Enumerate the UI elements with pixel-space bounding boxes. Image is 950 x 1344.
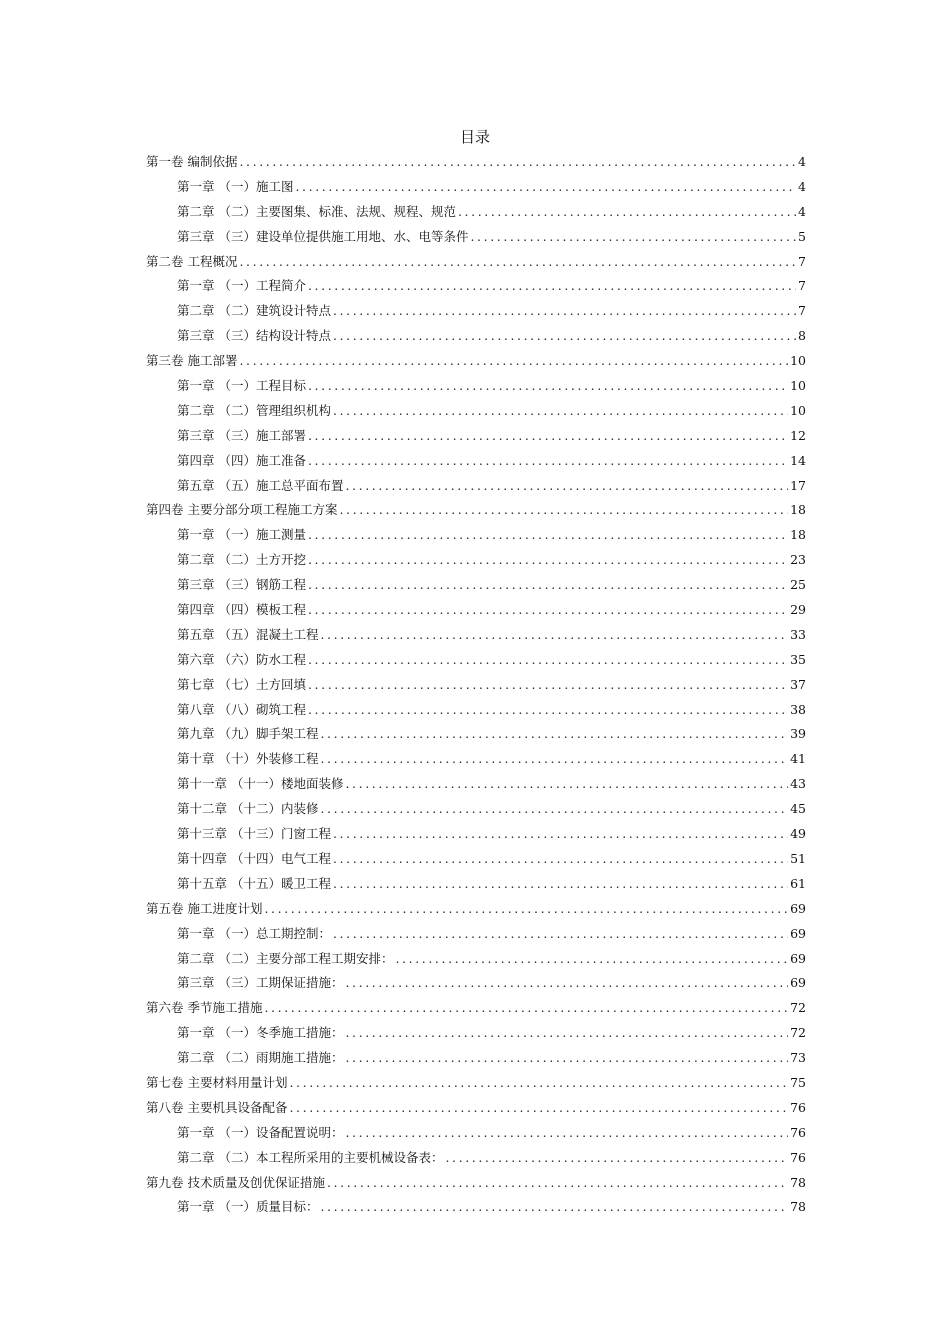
toc-entry-page-number: 25 [790, 577, 806, 593]
toc-entry-page-number: 76 [790, 1099, 806, 1115]
toc-entry-page-number: 75 [790, 1074, 806, 1090]
toc-entry-label: 第六卷 季节施工措施 [146, 1000, 263, 1016]
toc-entry-page-number: 49 [790, 826, 806, 842]
toc-entry-label: 第一章 （一）冬季施工措施： [177, 1025, 344, 1041]
toc-entry-label: 第八卷 主要机具设备配备 [146, 1099, 288, 1115]
toc-entry-page-number: 10 [790, 378, 806, 394]
toc-entry-page-number: 33 [790, 626, 806, 642]
dot-leader [308, 573, 788, 598]
toc-entry-page-number: 37 [790, 676, 806, 692]
toc-entry-page-number: 78 [790, 1174, 806, 1190]
dot-leader [345, 971, 788, 996]
toc-entry-label: 第二章 （二）管理组织机构 [177, 402, 331, 418]
toc-entry-volume[interactable] [146, 349, 806, 374]
toc-entry-label: 第五章 （五）混凝土工程 [177, 626, 319, 642]
toc-entry-chapter[interactable] [146, 449, 806, 474]
toc-entry-page-number: 4 [798, 178, 806, 194]
toc-entry-page-number: 43 [790, 776, 806, 792]
toc-entry-chapter[interactable] [146, 474, 806, 499]
toc-entry-label: 第七卷 主要材料用量计划 [146, 1074, 288, 1090]
toc-entry-label: 第十五章 （十五）暖卫工程 [177, 875, 331, 891]
dot-leader [333, 847, 788, 872]
toc-entry-label: 第十二章 （十二）内装修 [177, 801, 319, 817]
toc-entry-label: 第一章 （一）质量目标： [177, 1199, 319, 1215]
toc-entry-page-number: 18 [790, 527, 806, 543]
toc-entry-chapter[interactable] [146, 747, 806, 772]
dot-leader [395, 947, 788, 972]
toc-entry-chapter[interactable] [146, 1121, 806, 1146]
dot-leader [320, 797, 788, 822]
toc-entry-label: 第一章 （一）设备配置说明： [177, 1124, 344, 1140]
dot-leader [345, 772, 788, 797]
toc-entry-label: 第一章 （一）施工测量 [177, 527, 306, 543]
toc-list [146, 150, 806, 1220]
toc-entry-label: 第一章 （一）总工期控制： [177, 925, 331, 941]
toc-entry-page-number: 4 [798, 154, 806, 169]
toc-entry-chapter[interactable] [146, 598, 806, 623]
toc-entry-chapter[interactable] [146, 797, 806, 822]
toc-entry-page-number: 76 [790, 1149, 806, 1165]
dot-leader [333, 399, 788, 424]
toc-entry-label: 第二卷 工程概况 [146, 253, 238, 269]
toc-entry-page-number: 35 [790, 651, 806, 667]
toc-entry-page-number: 51 [790, 850, 806, 866]
toc-entry-chapter[interactable] [146, 225, 806, 250]
toc-entry-volume[interactable] [146, 897, 806, 922]
dot-leader [339, 498, 788, 523]
toc-entry-label: 第二章 （二）土方开挖 [177, 552, 306, 568]
dot-leader [345, 1046, 788, 1071]
toc-entry-chapter[interactable] [146, 922, 806, 947]
toc-entry-page-number: 10 [790, 353, 806, 369]
toc-entry-chapter[interactable] [146, 274, 806, 299]
toc-entry-page-number: 41 [790, 751, 806, 767]
toc-entry-volume[interactable] [146, 996, 806, 1021]
toc-entry-chapter[interactable] [146, 1046, 806, 1071]
toc-entry-chapter[interactable] [146, 822, 806, 847]
toc-entry-label: 第三章 （三）结构设计特点 [177, 328, 331, 344]
dot-leader [327, 1171, 788, 1196]
toc-entry-label: 第四卷 主要分部分项工程施工方案 [146, 502, 338, 518]
dot-leader [333, 324, 796, 349]
dot-leader [239, 250, 796, 275]
toc-entry-page-number: 7 [798, 253, 806, 269]
dot-leader [239, 349, 788, 374]
toc-entry-label: 第八章 （八）砌筑工程 [177, 701, 306, 717]
dot-leader [308, 523, 788, 548]
toc-entry-chapter[interactable] [146, 947, 806, 972]
toc-entry-label: 第三章 （三）钢筋工程 [177, 577, 306, 593]
toc-entry-page-number: 29 [790, 602, 806, 618]
toc-entry-label: 第三章 （三）建设单位提供施工用地、水、电等条件 [177, 228, 469, 244]
toc-title: 目录 [459, 128, 490, 146]
toc-entry-label: 第二章 （二）建筑设计特点 [177, 303, 331, 319]
toc-entry-chapter[interactable] [146, 673, 806, 698]
toc-entry-chapter[interactable] [146, 1195, 806, 1220]
toc-entry-label: 第一章 （一）工程简介 [177, 278, 306, 294]
dot-leader [308, 274, 796, 299]
toc-entry-label: 第十章 （十）外装修工程 [177, 751, 319, 767]
toc-entry-page-number: 69 [790, 925, 806, 941]
toc-entry-page-number: 78 [790, 1199, 806, 1215]
toc-entry-chapter[interactable] [146, 772, 806, 797]
dot-leader [320, 747, 788, 772]
toc-entry-label: 第九章 （九）脚手架工程 [177, 726, 319, 742]
dot-leader [470, 225, 796, 250]
toc-entry-chapter[interactable] [146, 872, 806, 897]
toc-entry-label: 第十三章 （十三）门窗工程 [177, 826, 331, 842]
toc-entry-label: 第六章 （六）防水工程 [177, 651, 306, 667]
toc-entry-page-number: 69 [790, 975, 806, 991]
toc-entry-label: 第二章 （二）主要分部工程工期安排： [177, 950, 394, 966]
dot-leader [333, 299, 796, 324]
dot-leader [308, 698, 788, 723]
toc-entry-chapter[interactable] [146, 324, 806, 349]
toc-entry-page-number: 72 [790, 1025, 806, 1041]
toc-entry-chapter[interactable] [146, 1146, 806, 1171]
toc-entry-page-number: 76 [790, 1124, 806, 1140]
toc-entry-label: 第一卷 编制依据 [146, 154, 238, 169]
toc-entry-page-number: 39 [790, 726, 806, 742]
toc-entry-volume[interactable] [146, 1096, 806, 1121]
toc-entry-page-number: 17 [790, 477, 806, 493]
toc-entry-chapter[interactable] [146, 523, 806, 548]
toc-entry-page-number: 72 [790, 1000, 806, 1016]
toc-entry-chapter[interactable] [146, 847, 806, 872]
toc-entry-label: 第一章 （一）施工图 [177, 178, 294, 194]
toc-entry-chapter[interactable] [146, 548, 806, 573]
toc-entry-page-number: 5 [798, 228, 806, 244]
dot-leader [308, 648, 788, 673]
toc-entry-volume[interactable] [146, 1071, 806, 1096]
toc-entry-chapter[interactable] [146, 1021, 806, 1046]
dot-leader [264, 897, 788, 922]
toc-entry-page-number: 23 [790, 552, 806, 568]
dot-leader [333, 822, 788, 847]
toc-entry-page-number: 69 [790, 900, 806, 916]
toc-entry-label: 第四章 （四）模板工程 [177, 602, 306, 618]
toc-entry-label: 第九卷 技术质量及创优保证措施 [146, 1174, 325, 1190]
dot-leader [320, 623, 788, 648]
dot-leader [308, 424, 788, 449]
toc-entry-label: 第五章 （五）施工总平面布置 [177, 477, 344, 493]
toc-entry-page-number: 8 [798, 328, 806, 344]
toc-entry-page-number: 12 [790, 427, 806, 443]
toc-entry-chapter[interactable] [146, 299, 806, 324]
dot-leader [308, 374, 788, 399]
toc-entry-chapter[interactable] [146, 424, 806, 449]
toc-entry-chapter[interactable] [146, 623, 806, 648]
dot-leader [264, 996, 788, 1021]
toc-entry-label: 第十一章 （十一）楼地面装修 [177, 776, 344, 792]
toc-entry-label: 第二章 （二）雨期施工措施： [177, 1050, 344, 1066]
toc-entry-chapter[interactable] [146, 698, 806, 723]
dot-leader [445, 1146, 788, 1171]
dot-leader [308, 449, 788, 474]
toc-entry-volume[interactable] [146, 1171, 806, 1196]
toc-entry-label: 第四章 （四）施工准备 [177, 452, 306, 468]
toc-entry-chapter[interactable] [146, 648, 806, 673]
dot-leader [308, 548, 788, 573]
toc-entry-label: 第五卷 施工进度计划 [146, 900, 263, 916]
dot-leader [308, 598, 788, 623]
toc-entry-chapter[interactable] [146, 573, 806, 598]
dot-leader [289, 1096, 788, 1121]
toc-entry-page-number: 4 [798, 203, 806, 219]
toc-entry-page-number: 73 [790, 1050, 806, 1066]
toc-entry-label: 第三章 （三）施工部署 [177, 427, 306, 443]
toc-entry-chapter[interactable] [146, 200, 806, 225]
toc-entry-label: 第二章 （二）本工程所采用的主要机械设备表： [177, 1149, 444, 1165]
dot-leader [320, 722, 788, 747]
toc-entry-chapter[interactable] [146, 722, 806, 747]
toc-entry-page-number: 69 [790, 950, 806, 966]
toc-entry-page-number: 10 [790, 402, 806, 418]
toc-entry-label: 第十四章 （十四）电气工程 [177, 850, 331, 866]
toc-entry-label: 第二章 （二）主要图集、标准、法规、规程、规范 [177, 203, 456, 219]
dot-leader [333, 922, 788, 947]
toc-entry-label: 第一章 （一）工程目标 [177, 378, 306, 394]
dot-leader [308, 673, 788, 698]
toc-entry-page-number: 14 [790, 452, 806, 468]
toc-entry-label: 第三卷 施工部署 [146, 353, 238, 369]
toc-entry-chapter[interactable] [146, 175, 806, 200]
dot-leader [239, 150, 796, 175]
toc-entry-label: 第七章 （七）土方回填 [177, 676, 306, 692]
dot-leader [333, 872, 788, 897]
toc-entry-chapter[interactable] [146, 399, 806, 424]
toc-entry-page-number: 38 [790, 701, 806, 717]
dot-leader [289, 1071, 788, 1096]
toc-entry-page-number: 45 [790, 801, 806, 817]
toc-entry-volume[interactable] [146, 250, 806, 275]
dot-leader [345, 474, 788, 499]
toc-entry-chapter[interactable] [146, 971, 806, 996]
toc-entry-chapter[interactable] [146, 374, 806, 399]
toc-entry-page-number: 7 [798, 303, 806, 319]
dot-leader [345, 1121, 788, 1146]
toc-entry-page-number: 7 [798, 278, 806, 294]
dot-leader [458, 200, 796, 225]
toc-entry-page-number: 18 [790, 502, 806, 518]
toc-entry-volume[interactable] [146, 498, 806, 523]
toc-entry-page-number: 61 [790, 875, 806, 891]
toc-entry-label: 第三章 （三）工期保证措施： [177, 975, 344, 991]
toc-entry-volume[interactable] [146, 150, 806, 175]
dot-leader [295, 175, 796, 200]
dot-leader [320, 1195, 788, 1220]
dot-leader [345, 1021, 788, 1046]
